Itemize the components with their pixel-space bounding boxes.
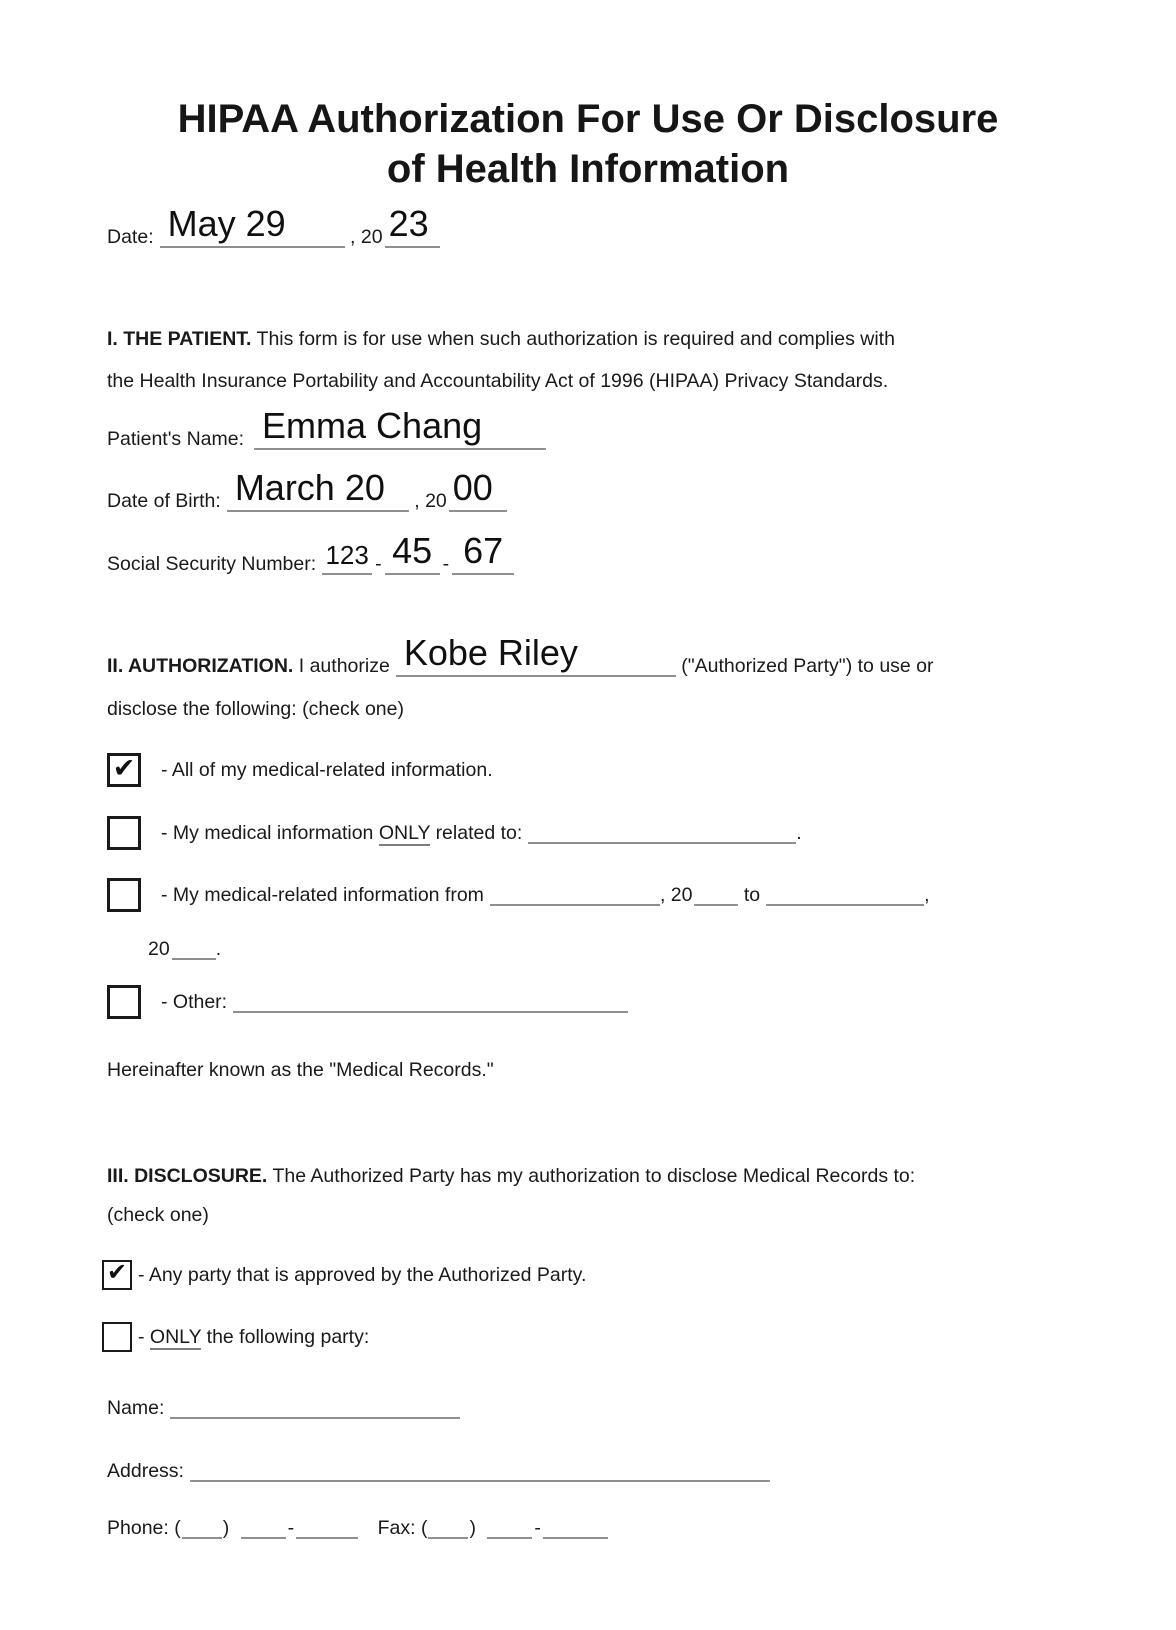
authorization-section-line1 — [107, 631, 1098, 679]
authorized-party-value: Kobe Riley — [403, 631, 578, 673]
range-from-field[interactable] — [490, 902, 660, 906]
phone-prefix-field[interactable] — [241, 1535, 286, 1539]
ssn-dash-2: - — [442, 553, 450, 575]
option-only-word: ONLY — [378, 821, 431, 844]
party-name-field[interactable] — [170, 1415, 460, 1419]
authorize-text: I authorize — [298, 655, 390, 677]
option-date-range-line2 — [148, 936, 1098, 962]
option-any-party-row — [107, 1260, 1098, 1290]
dob-label: Date of Birth: — [107, 490, 221, 512]
ssn-label: Social Security Number: — [107, 553, 317, 575]
dob-row — [107, 466, 1098, 514]
checkbox-only-following-party[interactable] — [102, 1322, 132, 1352]
form-title-line1: HIPAA Authorization For Use Or Disclosure — [177, 97, 999, 141]
option-other-label: - Other: — [161, 990, 228, 1013]
disclosure-check-one-text: (check one) — [107, 1204, 209, 1226]
hereinafter-row — [107, 1057, 1098, 1083]
disclosure-section-heading: III. DISCLOSURE. — [107, 1165, 268, 1187]
ssn-field-1[interactable] — [322, 540, 372, 575]
option-other-row — [107, 985, 1098, 1019]
dob-field[interactable] — [227, 466, 409, 512]
dob-year-value: 00 — [452, 466, 493, 508]
ssn-value-1: 123 — [325, 540, 369, 571]
range-to-text: to — [743, 883, 761, 906]
authorization-section-heading: II. AUTHORIZATION. — [107, 655, 294, 677]
authorized-party-suffix: ("Authorized Party") to use or — [681, 655, 934, 677]
range-comma: , — [924, 883, 930, 906]
option-only-prefix: - My medical information — [161, 821, 374, 844]
only-party-dash: - — [138, 1325, 145, 1348]
option-all-medical-label: - All of my medical-related information. — [161, 758, 493, 781]
ssn-field-3[interactable] — [452, 529, 514, 575]
option-only-related-label — [161, 822, 802, 845]
option-date-range-row — [107, 878, 1098, 912]
authorization-section-line2 — [107, 696, 1098, 722]
patient-section-heading: I. THE PATIENT. — [107, 328, 252, 350]
authorized-party-field[interactable] — [396, 631, 676, 677]
date-value: May 29 — [167, 202, 286, 244]
phone-dash: - — [287, 1517, 295, 1539]
party-phone-label: Phone: — [107, 1517, 169, 1539]
range-from-year-field[interactable] — [694, 902, 738, 906]
patient-name-value: Emma Chang — [262, 404, 483, 446]
phone-paren-close: ) — [222, 1517, 230, 1539]
option-other-label-wrap — [161, 991, 628, 1014]
hereinafter-text: Hereinafter known as the "Medical Records." — [107, 1059, 494, 1081]
option-range-text: - My medical-related information from — [161, 883, 484, 906]
ssn-value-2: 45 — [392, 529, 433, 571]
date-field[interactable] — [160, 202, 345, 248]
authorization-check-one-text: disclose the following: (check one) — [107, 698, 404, 720]
dob-value: March 20 — [234, 466, 385, 508]
range-year-prefix-1: , 20 — [659, 883, 693, 906]
form-title — [0, 94, 1176, 194]
phone-paren-open: ( — [174, 1517, 181, 1539]
party-phone-fax-row — [107, 1515, 1098, 1541]
party-address-field[interactable] — [190, 1478, 770, 1482]
date-row — [107, 202, 1098, 250]
date-year-prefix: , 20 — [350, 226, 383, 248]
fax-line-field[interactable] — [543, 1535, 608, 1539]
option-any-party-label: - Any party that is approved by the Authorized Party. — [138, 1263, 587, 1286]
checkbox-all-medical-info[interactable] — [107, 753, 141, 787]
fax-area-field[interactable] — [428, 1535, 468, 1539]
disclosure-section-line2 — [107, 1202, 1098, 1228]
fax-prefix-field[interactable] — [487, 1535, 532, 1539]
dob-year-prefix: , 20 — [414, 490, 447, 512]
range-line2-year: 20 — [148, 938, 170, 960]
option-date-range-label — [161, 884, 930, 907]
ssn-dash-1: - — [375, 553, 382, 575]
patient-name-row — [107, 404, 1098, 452]
disclosure-section-line1 — [107, 1163, 1098, 1189]
patient-name-field[interactable] — [254, 404, 546, 450]
only-party-suffix: the following party: — [206, 1325, 370, 1348]
ssn-field-2[interactable] — [385, 529, 440, 575]
option-only-party-label — [138, 1326, 369, 1349]
date-year-field[interactable] — [385, 202, 440, 248]
date-label: Date: — [107, 226, 154, 248]
ssn-row — [107, 529, 1098, 577]
checkbox-date-range[interactable] — [107, 878, 141, 912]
checkbox-only-related[interactable] — [107, 816, 141, 850]
check-icon: ✔ — [112, 752, 136, 783]
patient-section-intro-line1 — [107, 326, 1098, 352]
patient-section-intro-text1: This form is for use when such authorization is required and complies with — [256, 328, 895, 350]
party-address-row — [107, 1458, 1098, 1484]
only-party-word: ONLY — [149, 1325, 202, 1348]
option-only-period: . — [796, 821, 802, 844]
party-name-row — [107, 1395, 1098, 1421]
fax-paren-close: ) — [469, 1517, 476, 1539]
option-all-medical-row — [107, 753, 1098, 787]
range-line2-period: . — [215, 938, 222, 960]
party-address-label: Address: — [107, 1460, 184, 1482]
checkbox-any-approved-party[interactable] — [102, 1260, 132, 1290]
only-related-field[interactable] — [528, 840, 796, 844]
other-field[interactable] — [233, 1009, 628, 1013]
party-name-label: Name: — [107, 1397, 165, 1419]
date-year-value: 23 — [388, 202, 429, 244]
range-to-field[interactable] — [766, 902, 924, 906]
patient-section-intro-line2 — [107, 368, 1098, 394]
disclosure-intro-text: The Authorized Party has my authorization to disclose Medical Records to: — [272, 1165, 916, 1187]
check-icon: ✔ — [106, 1259, 128, 1286]
option-only-party-row — [107, 1322, 1098, 1352]
option-only-suffix: related to: — [435, 821, 523, 844]
form-title-line2: of Health Information — [386, 147, 790, 191]
patient-section-intro-text2: the Health Insurance Portability and Accountability Act of 1996 (HIPAA) Privacy Standards. — [107, 370, 889, 392]
dob-year-field[interactable] — [449, 466, 507, 512]
checkbox-other[interactable] — [107, 985, 141, 1019]
fax-paren-open: ( — [420, 1517, 428, 1539]
fax-dash: - — [534, 1517, 541, 1539]
ssn-value-3: 67 — [463, 529, 504, 571]
option-only-related-row — [107, 816, 1098, 850]
range-to-year-field[interactable] — [172, 956, 216, 960]
phone-area-field[interactable] — [182, 1535, 222, 1539]
phone-line-field[interactable] — [296, 1535, 358, 1539]
party-fax-label: Fax: — [377, 1517, 416, 1539]
patient-name-label: Patient's Name: — [107, 428, 245, 450]
